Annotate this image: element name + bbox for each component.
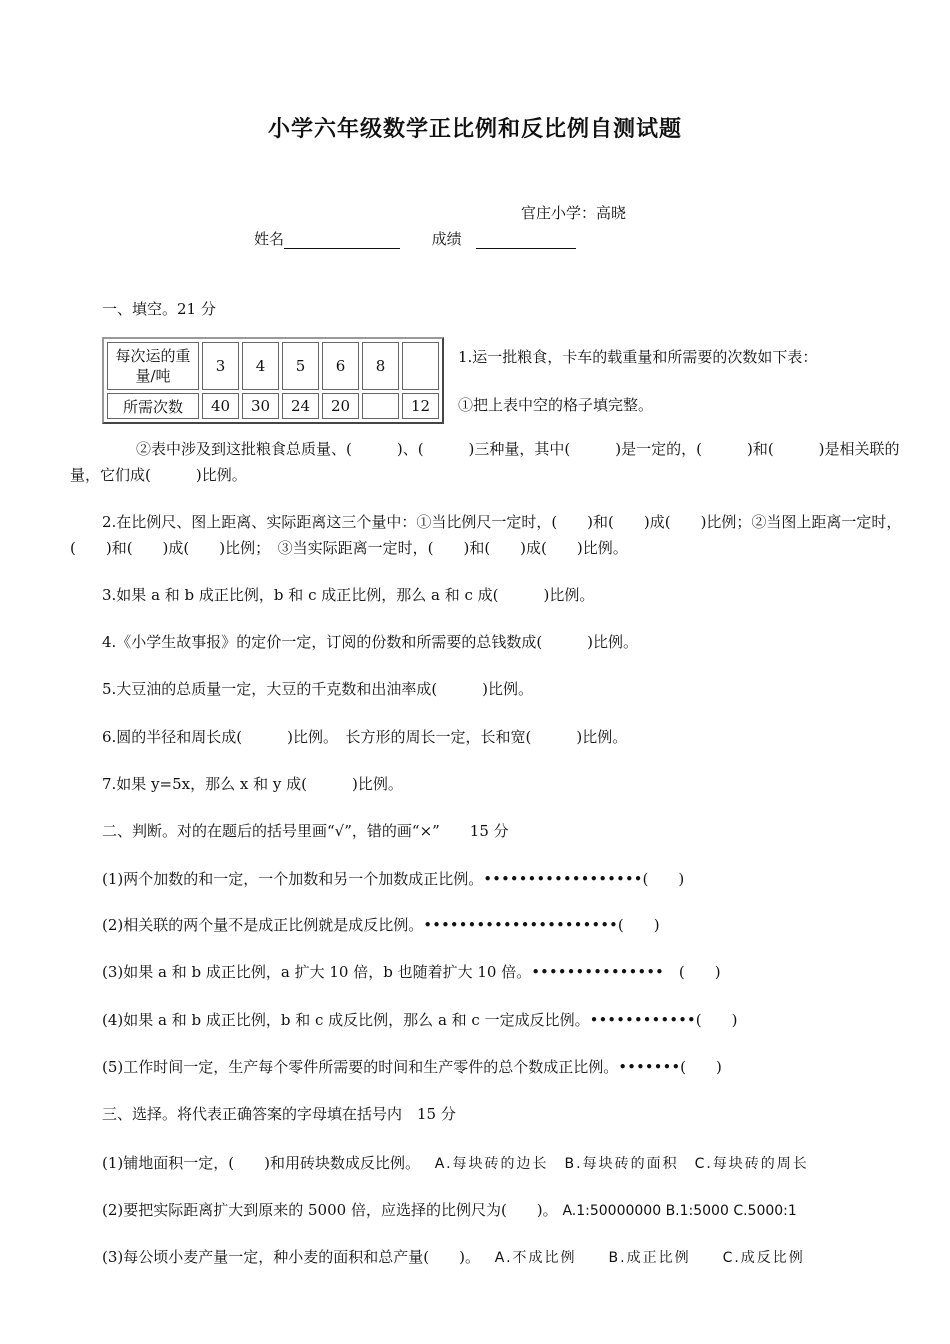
table-row [107,342,439,390]
table-cell: 6 [322,342,359,390]
school-author: 官庄小学：高晓 [521,204,627,222]
name-label: 姓名 [254,230,285,248]
table-cell: 20 [322,393,359,419]
table-row-label: 每次运的重量/吨 [107,342,199,390]
section3-heading: 三、选择。将代表正确答案的字母填在括号内 15 分 [102,1105,456,1123]
table-cell: 3 [202,342,239,390]
section2-heading: 二、判断。对的在题后的括号里画“√”，错的画“×” 15 分 [102,822,509,840]
judge-item: (4)如果 a 和 b 成正比例，b 和 c 成反比例，那么 a 和 c 一定成反比例。••••••••••••( ) [102,1011,738,1029]
table-cell: 30 [242,393,279,419]
q6: 6.圆的半径和周长成( )比例。 长方形的周长一定，长和宽( )比例。 [102,728,628,746]
table-cell: 24 [282,393,319,419]
judge-item: (2)相关联的两个量不是成正比例就是成反比例。••••••••••••••••••••••( ) [102,916,660,934]
q3: 3.如果 a 和 b 成正比例，b 和 c 成正比例，那么 a 和 c 成( )比例。 [102,586,595,604]
page-title: 小学六年级数学正比例和反比例自测试题 [267,116,682,142]
table-cell: 4 [242,342,279,390]
name-score-row [254,228,576,249]
score-label: 成绩 [431,230,462,248]
judge-item: (5)工作时间一定，生产每个零件所需要的时间和生产零件的总个数成正比例。•••••••( ) [102,1058,722,1076]
choice-options: A.1:50000000 B.1:5000 C.5000:1 [562,1203,797,1219]
table-cell-empty[interactable] [402,342,439,390]
judge-item: (1)两个加数的和一定，一个加数和另一个加数成正比例。••••••••••••••••••( ) [102,870,685,888]
choice-question: (3)每公顷小麦产量一定，种小麦的面积和总产量( )。 [102,1248,480,1266]
table-cell: 40 [202,393,239,419]
choice-item [102,1199,797,1220]
choice-options: A.不成比例 B.成正比例 C.成反比例 [494,1250,805,1266]
q1-part2: ②表中涉及到这批粮食总质量、( )、( )三种量，其中( )是一定的，( )和( )是相关联的量，它们成( )比例。 [70,440,900,484]
table-cell: 8 [362,342,399,390]
grain-table [102,337,444,424]
q2: 2.在比例尺、图上距离、实际距离这三个量中：①当比例尺一定时，( )和( )成( )比例；②当图上距离一定时，( )和( )成( )比例； ③当实际距离一定时，( )和( )成( )比例。 [70,513,902,557]
choice-question: (1)铺地面积一定，( )和用砖块数成反比例。 [102,1154,420,1172]
choice-options: A.每块砖的边长 B.每块砖的面积 C.每块砖的周长 [434,1156,809,1172]
choice-item [102,1246,805,1267]
table-row-label: 所需次数 [107,393,199,419]
q1-intro: 1.运一批粮食，卡车的载重量和所需要的次数如下表： [458,348,818,366]
table-cell: 5 [282,342,319,390]
table-row [107,393,439,419]
judge-item: (3)如果 a 和 b 成正比例，a 扩大 10 倍，b 也随着扩大 10 倍。••••••••••••••• ( ) [102,963,721,981]
q4: 4.《小学生故事报》的定价一定，订阅的份数和所需要的总钱数成( )比例。 [102,633,639,651]
choice-item [102,1152,809,1173]
q5: 5.大豆油的总质量一定，大豆的千克数和出油率成( )比例。 [102,680,534,698]
name-blank[interactable] [284,231,400,249]
table-cell: 12 [402,393,439,419]
q7: 7.如果 y=5x，那么 x 和 y 成( )比例。 [102,775,403,793]
section1-heading: 一、填空。21 分 [102,300,216,318]
choice-question: (2)要把实际距离扩大到原来的 5000 倍，应选择的比例尺为( )。 [102,1201,558,1219]
q1-part1: ①把上表中空的格子填完整。 [458,396,654,414]
table-cell-empty[interactable] [362,393,399,419]
score-blank[interactable] [476,231,576,249]
